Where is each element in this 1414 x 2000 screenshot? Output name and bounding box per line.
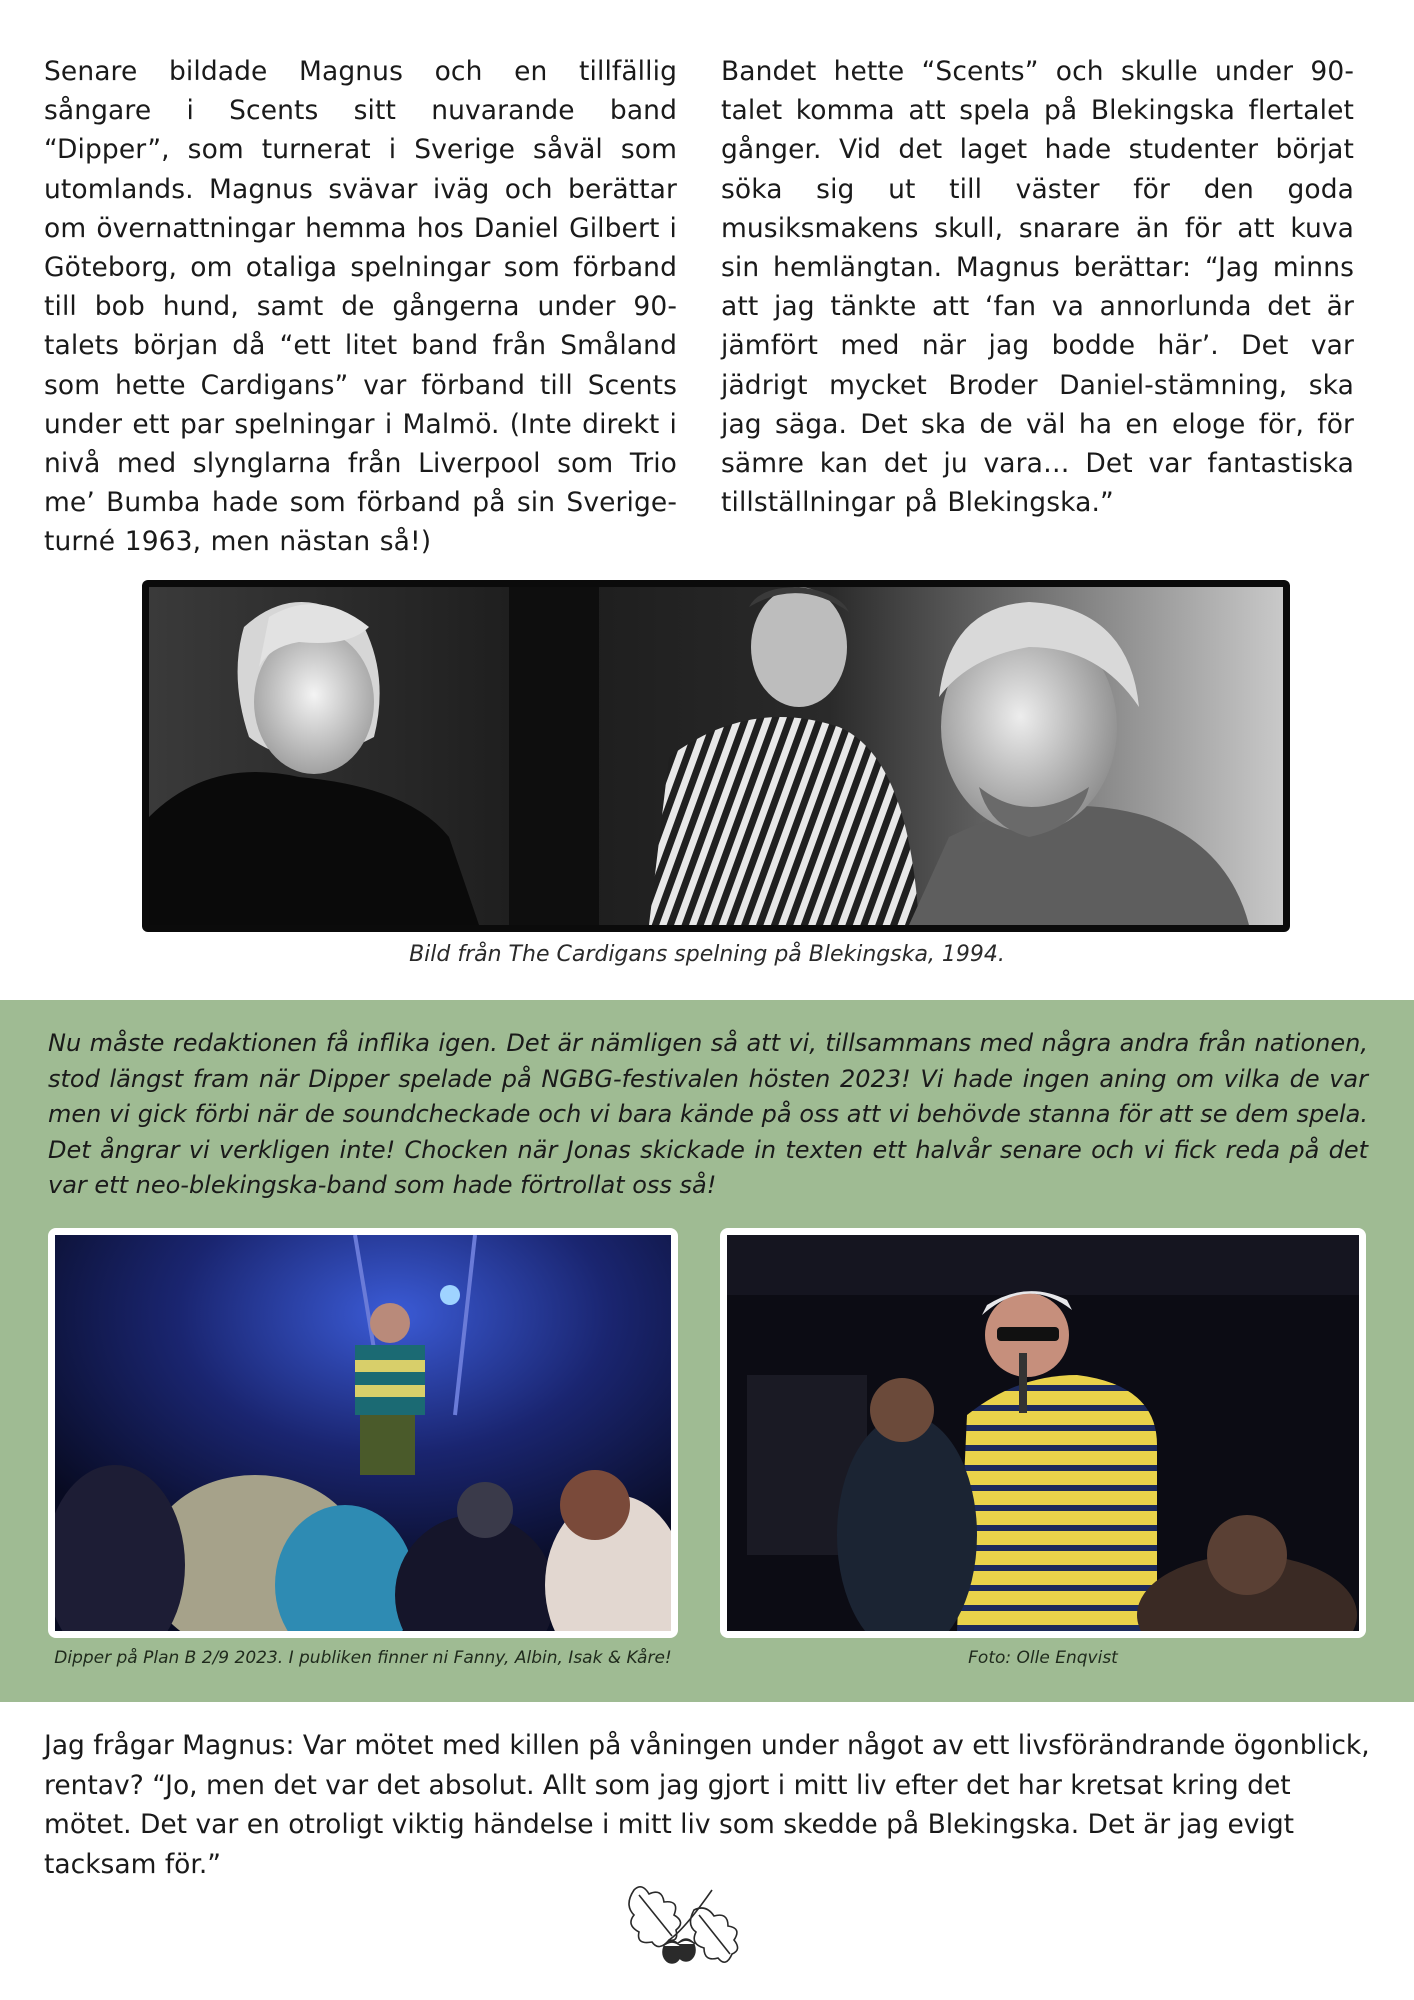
article-right-column: Bandet hette “Scents” och skulle under 90-talet komma att spela på Blekingska flertalet gånger. Vid det laget hade studenter börjat söka sig ut till väster för den goda musiksmakens skull, snarare än för att kuva sin hemlängtan. Magnus berättar: “Jag minns att jag tänkte att ‘fan va annorlunda det är jämfört med när jag bodde här’. Det var jädrigt mycket Broder Daniel-stämning, ska jag säga. Det ska de väl ha en eloge för, för sämre kan det ju vara… Det var fantastiska tillställningar på Blekingska.” xyxy=(721,56,1354,519)
editorial-box xyxy=(0,1000,1414,1702)
crowd-photo-illustration xyxy=(55,1235,671,1631)
singer-photo-illustration xyxy=(727,1235,1359,1631)
oak-leaf-acorn-icon xyxy=(614,1870,744,1980)
dipper-singer-photo xyxy=(720,1228,1366,1638)
left-photo-caption: Dipper på Plan B 2/9 2023. I publiken finner ni Fanny, Albin, Isak & Kåre! xyxy=(54,1648,672,1668)
dipper-crowd-photo xyxy=(48,1228,678,1638)
band-photo-illustration xyxy=(149,587,1283,925)
cardigans-band-photo xyxy=(142,580,1290,932)
right-photo-caption: Foto: Olle Enqvist xyxy=(968,1648,1118,1668)
closing-paragraph: Jag frågar Magnus: Var mötet med killen på våningen under något av ett livsförändrande ögonblick, rentav? “Jo, men det var det absolut. Allt som jag gjort i mitt liv efter det har kretsat kring det mötet. Det var en otroligt viktig händelse i mitt liv som skedde på Blekingska. Det är jag evigt tacksam för.” xyxy=(44,1730,1370,1880)
article-left-column: Senare bildade Magnus och en tillfällig sångare i Scents sitt nuvarande band “Dipper”, som turnerat i Sverige såväl som utomlands. Magnus svävar iväg och berättar om övernattningar hemma hos Daniel Gilbert i Göteborg, om otaliga spelningar som förband till bob hund, samt de gångerna under 90-talets början då “ett litet band från Småland som hette Cardigans” var förband till Scents under ett par spelningar i Malmö. (Inte direkt i nivå med slynglarna från Liverpool som Trio me’ Bumba hade som förband på sin Sverige-turné 1963, men nästan så!) xyxy=(44,56,677,558)
top-photo-caption: Bild från The Cardigans spelning på Blekingska, 1994. xyxy=(409,942,1005,967)
editorial-text: Nu måste redaktionen få inflika igen. Det är nämligen så att vi, tillsammans med några andra från nationen, stod längst fram när Dipper spelade på NGBG-festivalen hösten 2023! Vi hade ingen aning om vilka de var men vi gick förbi när de soundcheckade och vi bara kände på oss att vi behövde stanna för att se dem spela. Det ångrar vi verkligen inte! Chocken när Jonas skickade in texten ett halvår senare och vi fick reda på det var ett neo-blekingska-band som hade förtrollat oss så! xyxy=(48,1029,1368,1199)
